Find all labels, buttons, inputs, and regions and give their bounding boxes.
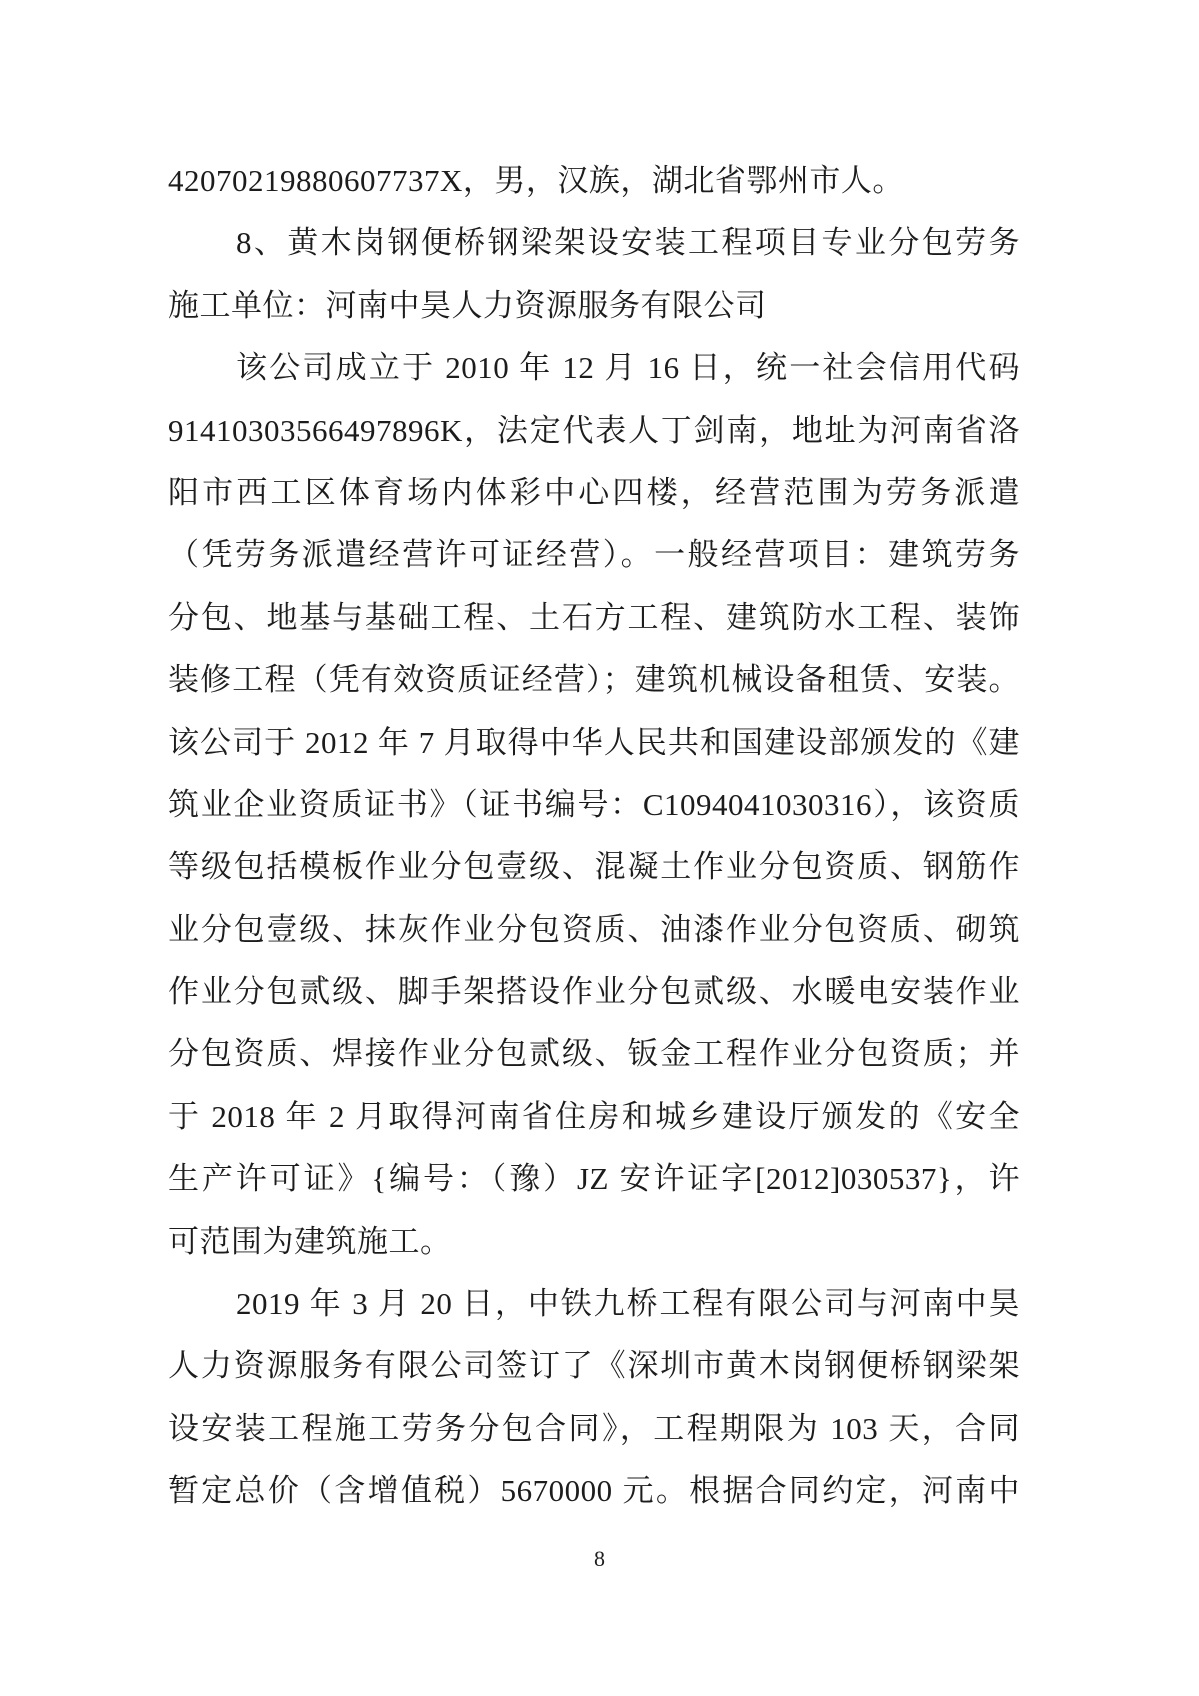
text-line: 生产许可证》{编号：（豫）JZ 安许证字[2012]030537}，许: [168, 1161, 1020, 1197]
text-line: 分包资质、焊接作业分包贰级、钣金工程作业分包资质；并: [168, 1036, 1020, 1072]
text-line: （凭劳务派遣经营许可证经营）。一般经营项目：建筑劳务: [168, 537, 1020, 573]
text-line: 业分包壹级、抹灰作业分包资质、油漆作业分包资质、砌筑: [168, 911, 1020, 947]
text-line: 装修工程（凭有效资质证经营）；建筑机械设备租赁、安装。: [168, 662, 1020, 698]
text-line: 8、黄木岗钢便桥钢梁架设安装工程项目专业分包劳务: [236, 225, 1020, 261]
text-line: 可范围为建筑施工。: [168, 1223, 452, 1259]
text-line: 42070219880607737X，男，汉族，湖北省鄂州市人。: [168, 163, 904, 198]
page-number: 8: [594, 1546, 605, 1571]
text-line: 91410303566497896K，法定代表人丁剑南，地址为河南省洛: [168, 412, 1020, 448]
text-line: 分包、地基与基础工程、土石方工程、建筑防水工程、装饰: [168, 599, 1020, 635]
document-text-block: [168, 150, 1020, 1523]
text-line: 2019 年 3 月 20 日，中铁九桥工程有限公司与河南中昊: [236, 1286, 1020, 1322]
text-line: 施工单位：河南中昊人力资源服务有限公司: [168, 287, 767, 323]
text-line: 作业分包贰级、脚手架搭设作业分包贰级、水暖电安装作业: [168, 974, 1020, 1010]
text-line: 阳市西工区体育场内体彩中心四楼，经营范围为劳务派遣: [168, 474, 1020, 510]
text-line: 该公司成立于 2010 年 12 月 16 日，统一社会信用代码: [236, 350, 1020, 386]
text-line: 筑业企业资质证书》（证书编号：C1094041030316），该资质: [168, 786, 1020, 822]
text-line: 该公司于 2012 年 7 月取得中华人民共和国建设部颁发的《建: [168, 724, 1020, 760]
text-line: 人力资源服务有限公司签订了《深圳市黄木岗钢便桥钢梁架: [168, 1348, 1020, 1384]
text-line: 于 2018 年 2 月取得河南省住房和城乡建设厅颁发的《安全: [168, 1098, 1020, 1134]
text-line: 暂定总价（含增值税）5670000 元。根据合同约定，河南中: [168, 1473, 1020, 1509]
text-line: 等级包括模板作业分包壹级、混凝土作业分包资质、钢筋作: [168, 849, 1020, 885]
text-line: 设安装工程施工劳务分包合同》，工程期限为 103 天，合同: [168, 1410, 1020, 1446]
